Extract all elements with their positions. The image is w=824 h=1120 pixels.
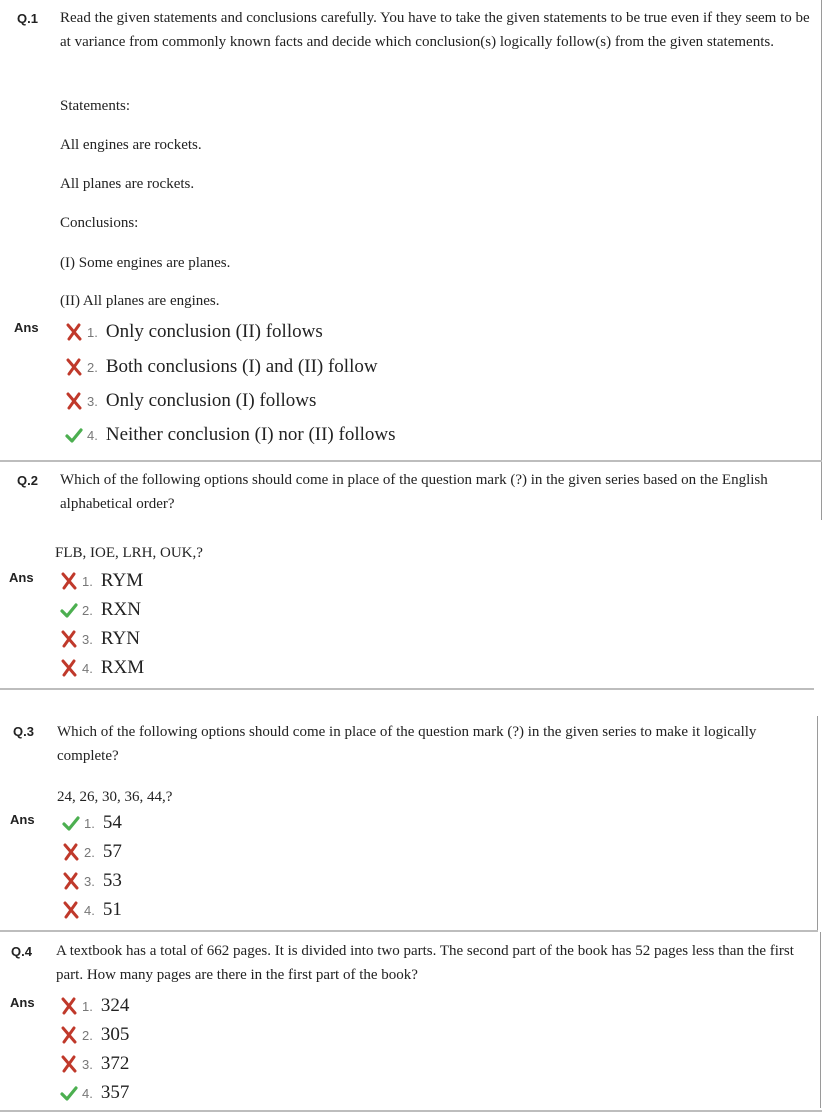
cross-icon <box>59 629 79 649</box>
option-text: 324 <box>100 995 130 1016</box>
question-text: A textbook has a total of 662 pages. It is divided into two parts. The second part of the book has 52 pages less than the first part. How many pages are there in the first part of the book? <box>56 943 794 983</box>
option-number: 1. <box>82 998 93 1014</box>
question-separator <box>0 1110 822 1112</box>
question-text: Read the given statements and conclusions carefully. You have to take the given statements to be true even if they seem to be at variance from commonly known facts and decide which conclusion(s) logically follow(s) from the given statements. <box>60 10 810 50</box>
option-text: 51 <box>102 899 122 920</box>
option-3 <box>64 388 316 414</box>
option-number: 4. <box>84 902 95 918</box>
question-block-3 <box>0 716 818 930</box>
option-1 <box>59 568 143 594</box>
option-1 <box>59 993 129 1019</box>
answer-label: Ans <box>10 995 35 1010</box>
option-text: RYN <box>100 628 140 649</box>
question-number: Q.2 <box>17 473 38 488</box>
cross-icon <box>64 322 84 342</box>
option-number: 4. <box>82 1085 93 1101</box>
question-number: Q.4 <box>11 944 32 959</box>
cross-icon <box>59 1025 79 1045</box>
cross-icon <box>64 357 84 377</box>
option-text: Both conclusions (I) and (II) follow <box>105 356 378 377</box>
option-3 <box>59 626 140 652</box>
statement-line: (I) Some engines are planes. <box>60 255 231 271</box>
answer-label: Ans <box>10 812 35 827</box>
option-4 <box>59 655 144 681</box>
option-text: 54 <box>102 812 122 833</box>
option-text: RXM <box>100 657 145 678</box>
statement-line: Statements: <box>60 98 130 114</box>
answer-label: Ans <box>14 320 39 335</box>
cross-icon <box>61 871 81 891</box>
check-icon <box>59 600 79 620</box>
statement-line: (II) All planes are engines. <box>60 293 220 309</box>
cross-icon <box>59 996 79 1016</box>
question-separator <box>0 688 814 690</box>
cross-icon <box>59 1054 79 1074</box>
option-number: 1. <box>84 815 95 831</box>
cross-icon <box>61 842 81 862</box>
option-number: 4. <box>87 427 98 443</box>
option-number: 2. <box>87 359 98 375</box>
option-1 <box>64 319 323 345</box>
option-number: 3. <box>82 631 93 647</box>
option-2 <box>59 597 141 623</box>
cross-icon <box>59 658 79 678</box>
check-icon <box>59 1083 79 1103</box>
option-text: 57 <box>102 841 122 862</box>
option-number: 2. <box>84 844 95 860</box>
option-2 <box>64 354 378 380</box>
option-2 <box>61 839 122 865</box>
option-text: Only conclusion (II) follows <box>105 321 323 342</box>
question-block-1 <box>0 0 822 460</box>
option-4 <box>64 422 396 448</box>
statement-line: Conclusions: <box>60 215 139 231</box>
option-number: 1. <box>87 324 98 340</box>
option-text: Neither conclusion (I) nor (II) follows <box>105 424 396 445</box>
option-number: 3. <box>87 393 98 409</box>
statement-line: All planes are rockets. <box>60 176 195 192</box>
option-3 <box>59 1051 129 1077</box>
option-number: 3. <box>84 873 95 889</box>
series-line: FLB, IOE, LRH, OUK,? <box>55 545 203 561</box>
question-text: Which of the following options should come in place of the question mark (?) in the given series based on the English alphabetical order? <box>60 472 768 512</box>
cross-icon <box>64 391 84 411</box>
option-text: RYM <box>100 570 144 591</box>
check-icon <box>64 425 84 445</box>
option-number: 4. <box>82 660 93 676</box>
cross-icon <box>61 900 81 920</box>
option-text: 372 <box>100 1053 130 1074</box>
option-number: 3. <box>82 1056 93 1072</box>
option-number: 1. <box>82 573 93 589</box>
option-3 <box>61 868 122 894</box>
answer-label: Ans <box>9 570 34 585</box>
option-1 <box>61 810 122 836</box>
option-number: 2. <box>82 602 93 618</box>
option-text: RXN <box>100 599 141 620</box>
cross-icon <box>59 571 79 591</box>
option-number: 2. <box>82 1027 93 1043</box>
option-4 <box>61 897 122 923</box>
question-number: Q.1 <box>17 11 38 26</box>
question-block-4 <box>0 932 821 1108</box>
question-text: Which of the following options should come in place of the question mark (?) in the given series to make it logically complete? <box>57 724 757 764</box>
question-number: Q.3 <box>13 724 34 739</box>
option-4 <box>59 1080 129 1106</box>
check-icon <box>61 813 81 833</box>
statement-line: All engines are rockets. <box>60 137 202 153</box>
option-text: 305 <box>100 1024 130 1045</box>
question-block-2 <box>0 462 822 520</box>
option-text: 357 <box>100 1082 130 1103</box>
option-text: 53 <box>102 870 122 891</box>
series-line: 24, 26, 30, 36, 44,? <box>57 789 173 805</box>
option-text: Only conclusion (I) follows <box>105 390 317 411</box>
option-2 <box>59 1022 129 1048</box>
